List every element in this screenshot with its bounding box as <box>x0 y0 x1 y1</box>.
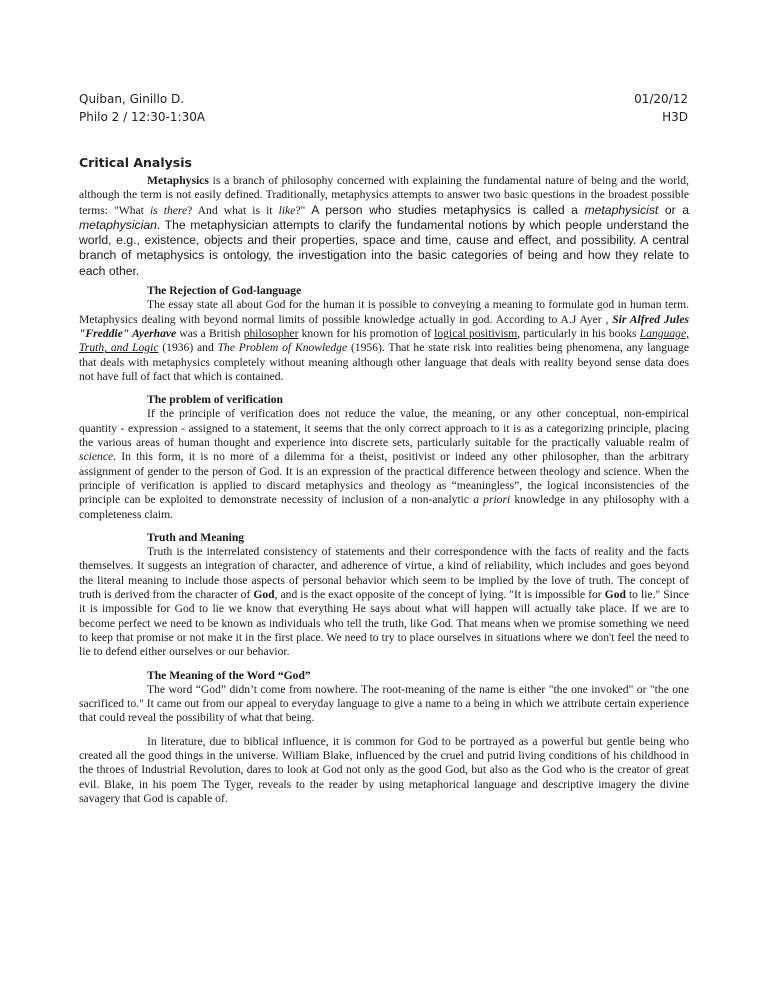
verification-paragraph: If the principle of verification does not reduce the value, the meaning, or any other conceptual, non-empirical quantity - expression - assigned to a statement, it seems that the only correct approach to it is as a categorizing principle, placing the various areas of human thought and experience into discrete sets, particularly suitable for the practically valuable realm of science. In this form, it is no more of a dilemma for a theist, positivist or indeed any other philosopher, than the arbitrary assignment of gender to the person of God. It is an expression of the practical difference between theology and science. When the principle of verification is applied to discard metaphysics and theology as “meaningless”, the logical inconsistencies of the principle can be exploited to demonstrate necessity of inclusion of a non-analytic a priori knowledge in any philosophy with a completeness claim. <box>79 407 689 521</box>
document-title: Critical Analysis <box>79 155 192 170</box>
word-god-paragraph-2: In literature, due to biblical influence, it is common for God to be portrayed as a powerful but gentle being who created all the good things in the universe. William Blake, influenced by the cruel and putrid living conditions of his childhood in the throes of Industrial Revolution, dares to look at God not only as the good God, but also as the God who is the creator of great evil. Blake, in his poem The Tyger, reveals to the reader by using metaphorical language and descriptive imagery the divine savagery that God is capable of. <box>79 734 689 805</box>
ayer-name: Sir Alfred Jules "Freddie" Ayerhave <box>79 312 689 340</box>
header-right <box>634 90 688 126</box>
book-problem-of-knowledge: The Problem of Knowledge <box>217 341 348 355</box>
book-language-truth-logic[interactable]: Language, Truth, and Logic <box>79 326 690 355</box>
intro-paragraph: Metaphysics is a branch of philosophy concerned with explaining the fundamental nature of being and the world, although the term is not easily defined. Traditionally, metaphysics attempts to answer two basic questions in the broadest possible terms: "What is there? And what is it like?" A person who studies metaphysics is called a metaphysicist or a metaphysician. The metaphysician attempts to clarify the fundamental notions by which people understand the world, e.g., existence, objects and their properties, space and time, cause and effect, and possibility. A central branch of metaphysics is ontology, the investigation into the basic categories of being and how they relate to each other. <box>79 174 689 278</box>
course-info: Philo 2 / 12:30-1:30A <box>79 110 206 124</box>
section-code: H3D <box>662 110 688 124</box>
philosopher-link[interactable]: philosopher <box>243 326 299 340</box>
student-name: Quiban, Ginillo D. <box>79 92 185 106</box>
header-left <box>79 90 205 126</box>
section-heading-word-god: The Meaning of the Word “God” <box>147 668 311 682</box>
logical-positivism-link[interactable]: logical positivism <box>434 326 518 340</box>
truth-paragraph: Truth is the interrelated consistency of statements and their correspondence with the facts of reality and the facts themselves. It suggests an integration of character, and adherence of virtue, a kind of reliability, which includes and goes beyond the literal meaning to include those aspects of personal behavior which seem to be implied by the love of truth. The concept of truth is derived from the character of God, and is the exact opposite of the concept of lying. "It is impossible for God to lie." Since it is impossible for God to lie we know that everything He says about what will happen will actually take place. If we are to become perfect we need to be known as individuals who tell the truth, like God. That means when we promise something we need to keep that promise or not make it in the first place. We need to try to place ourselves in situations where we don't feel the need to lie to defend either ourselves or our behavior. <box>79 545 689 659</box>
document-body <box>79 174 689 806</box>
term-metaphysics: Metaphysics <box>147 174 209 187</box>
section-heading-truth: Truth and Meaning <box>147 530 245 544</box>
section-heading-rejection: The Rejection of God-language <box>147 284 302 298</box>
date: 01/20/12 <box>634 92 688 106</box>
word-god-paragraph-1: The word “God” didn’t come from nowhere. The root-meaning of the name is either "the one invoked" or "the one sacrificed to." It came out from our appeal to everyday language to give a name to a being in which we attribute certain experience that could reveal the possibility of what that being. <box>79 682 689 725</box>
rejection-paragraph: The essay state all about God for the human it is possible to conveying a meaning to formulate god in human term. Metaphysics dealing with beyond normal limits of possible knowledge actually in god. According to A.J Ayer , Sir Alfred Jules "Freddie" Ayerhave was a British philosopher known for his promotion of logical positivism, particularly in his books Language, Truth, and Logic (1936) and The Problem of Knowledge (1956). That he state risk into realities being phenomena, any language that deals with metaphysics completely without meaning although other language that deals with reality beyond sense data does not have full of fact that which is contained. <box>79 298 690 383</box>
section-heading-verification: The problem of verification <box>147 393 283 407</box>
